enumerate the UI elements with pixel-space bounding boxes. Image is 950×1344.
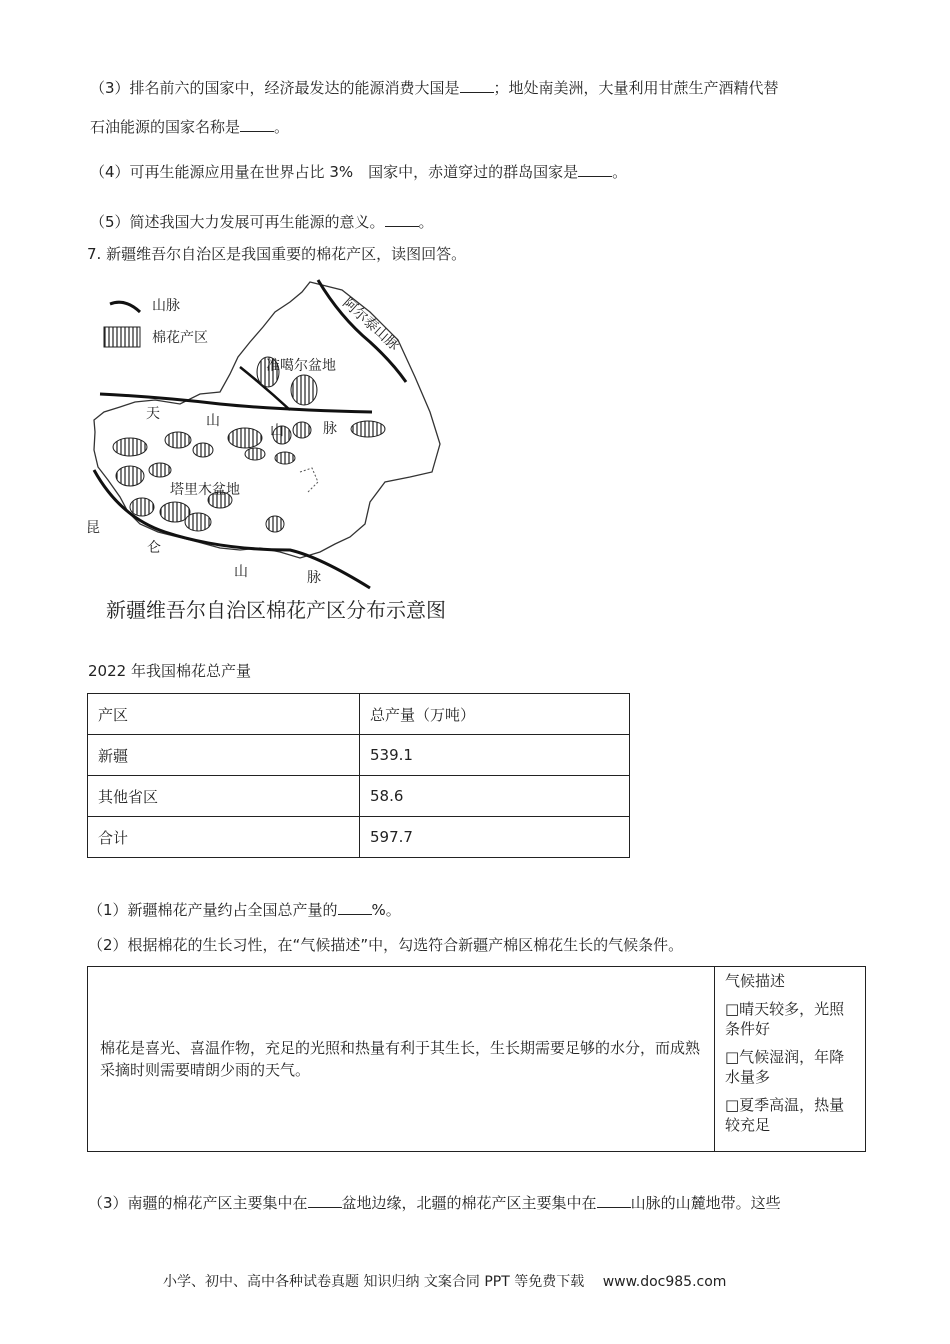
question-3-line2 — [90, 117, 289, 137]
climate-table — [87, 966, 866, 1152]
map-caption: 新疆维吾尔自治区棉花产区分布示意图 — [106, 598, 446, 622]
header-output: 总产量（万吨） — [360, 694, 630, 735]
q5-text: （5）简述我国大力发展可再生能源的意义。 — [90, 213, 385, 231]
q3-text-d: 。 — [274, 118, 290, 136]
tian-label: 天 — [146, 406, 160, 422]
sq3-text-c: 山脉的山麓地带。这些 — [630, 1194, 781, 1212]
lun-label: 仑 — [147, 540, 161, 556]
answer-blank[interactable] — [338, 900, 372, 915]
footer — [163, 1271, 726, 1291]
altai-label: 阿尔泰山脉 — [339, 295, 403, 354]
legend-cotton-icon — [104, 327, 140, 347]
shan-label-3: 山 — [234, 564, 248, 580]
sq1-end: %。 — [371, 901, 401, 919]
table-title: 2022 年我国棉花总产量 — [88, 662, 251, 680]
footer-link[interactable]: www.doc985.com — [602, 1274, 727, 1290]
q4-end: 。 — [612, 163, 628, 181]
answer-blank[interactable] — [308, 1193, 342, 1208]
answer-blank[interactable] — [385, 212, 419, 227]
option-hot-summer[interactable]: □夏季高温，热量较充足 — [725, 1096, 845, 1134]
boundary-dotted — [300, 468, 318, 492]
mai-label-2: 脉 — [307, 570, 321, 586]
legend-mountain-icon — [110, 302, 140, 312]
cell-region: 合计 — [88, 817, 360, 858]
header-region: 产区 — [88, 694, 360, 735]
sq3-text-a: （3）南疆的棉花产区主要集中在 — [88, 1194, 308, 1212]
sq1-text: （1）新疆棉花产量约占全国总产量的 — [88, 901, 338, 919]
climate-options — [715, 967, 866, 1152]
sub-question-1 — [88, 900, 401, 920]
tarim-label: 塔里木盆地 — [170, 482, 240, 498]
question-3-line1 — [90, 78, 779, 98]
question-4 — [90, 162, 627, 182]
option-sunny[interactable]: □晴天较多，光照条件好 — [725, 1000, 845, 1038]
legend-mountain-label: 山脉 — [152, 298, 180, 314]
question-7-title: 7. 新疆维吾尔自治区是我国重要的棉花产区，读图回答。 — [87, 245, 467, 263]
kun-label: 昆 — [86, 520, 100, 536]
q3-text-c: 石油能源的国家名称是 — [90, 118, 241, 136]
junggar-label: 准噶尔盆地 — [266, 358, 336, 374]
cell-output: 58.6 — [360, 776, 630, 817]
xinjiang-cotton-map — [80, 272, 500, 632]
options-header: 气候描述 — [725, 972, 786, 990]
q4-text: （4）可再生能源应用量在世界占比 3% 国家中，赤道穿过的群岛国家是 — [90, 163, 579, 181]
cotton-regions — [113, 357, 385, 532]
cell-region: 新疆 — [88, 735, 360, 776]
answer-blank[interactable] — [578, 162, 612, 177]
legend-cotton-label: 棉花产区 — [152, 330, 208, 346]
sub-question-3 — [88, 1193, 781, 1213]
q3-text-b: ；地处南美洲，大量利用甘蔗生产酒精代替 — [493, 79, 779, 97]
sub-question-2: （2）根据棉花的生长习性，在“气候描述”中，勾选符合新疆产棉区棉花生长的气候条件。 — [88, 936, 684, 954]
table-header-row — [88, 694, 630, 735]
table-row — [88, 776, 630, 817]
answer-blank[interactable] — [597, 1193, 631, 1208]
answer-blank[interactable] — [240, 117, 274, 132]
cell-output: 597.7 — [360, 817, 630, 858]
cell-region: 其他省区 — [88, 776, 360, 817]
question-5 — [90, 212, 434, 232]
tianshan-mountain-line — [100, 394, 372, 412]
option-humid[interactable]: □气候湿润，年降水量多 — [725, 1048, 845, 1086]
cell-output: 539.1 — [360, 735, 630, 776]
mai-label-1: 脉 — [323, 421, 337, 437]
footer-text: 小学、初中、高中各种试卷真题 知识归纳 文案合同 PPT 等免费下载 — [163, 1274, 585, 1290]
production-table — [87, 693, 630, 858]
table-row — [88, 735, 630, 776]
sq3-text-b: 盆地边缘，北疆的棉花产区主要集中在 — [341, 1194, 597, 1212]
answer-blank[interactable] — [460, 78, 494, 93]
q5-end: 。 — [418, 213, 434, 231]
q3-text-a: （3）排名前六的国家中，经济最发达的能源消费大国是 — [90, 79, 460, 97]
table-row — [88, 817, 630, 858]
shan-label-1: 山 — [206, 413, 220, 429]
shan-label-2: 山 — [270, 423, 284, 439]
cotton-description: 棉花是喜光、喜温作物，充足的光照和热量有利于其生长，生长期需要足够的水分，而成熟采摘时则需要晴朗少雨的天气。 — [88, 967, 715, 1152]
